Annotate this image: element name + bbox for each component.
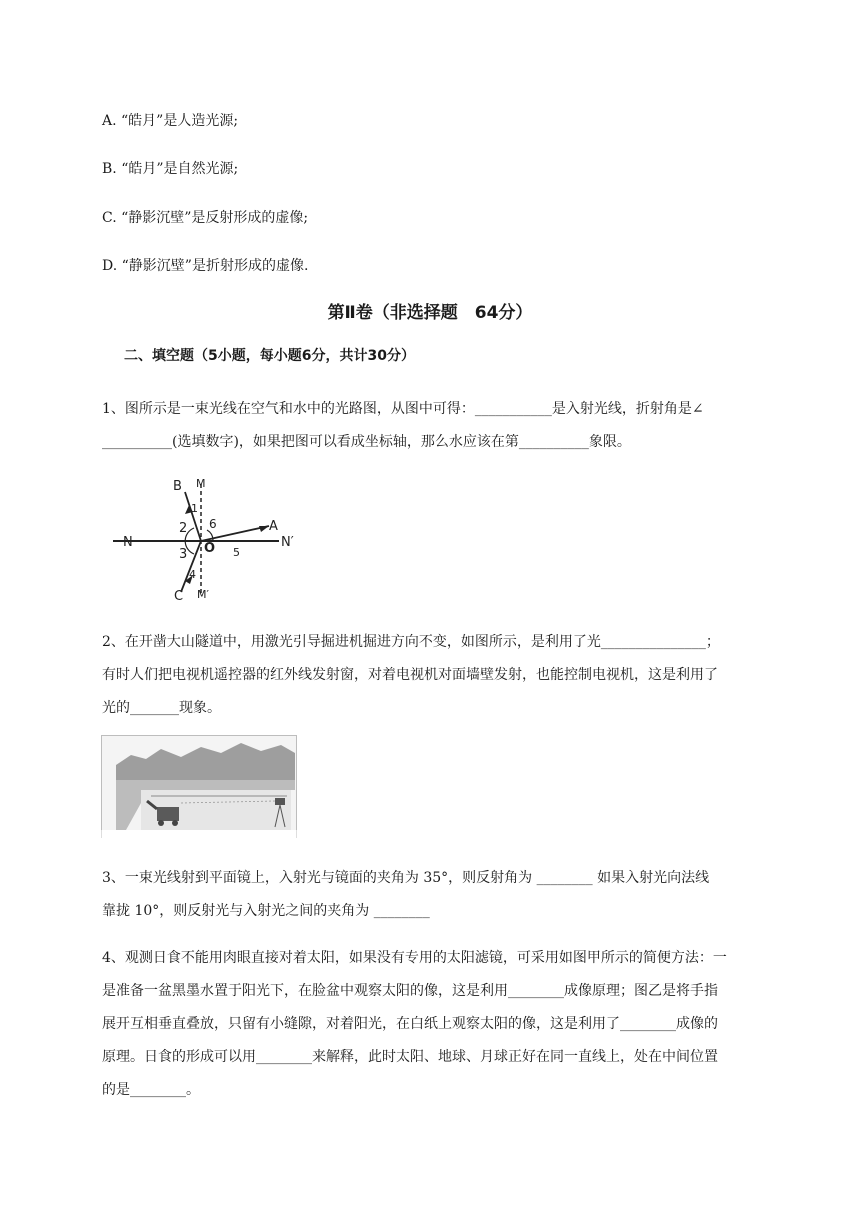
light-path-figure (101, 470, 301, 606)
question-2-line-3: 光的_______现象。 (102, 700, 221, 716)
option-d: D. “静影沉壁”是折射形成的虚像. (102, 258, 309, 274)
question-1-line-2: __________(选填数字)，如果把图可以看成坐标轴，那么水应该在第__________象限。 (102, 434, 631, 450)
label-b: B (173, 479, 182, 494)
label-a: A (269, 519, 278, 534)
label-n-prime: N′ (281, 535, 294, 550)
question-4-line-5: 的是________。 (102, 1082, 200, 1098)
section-title: 第Ⅱ卷（非选择题 64分） (327, 303, 533, 323)
question-2-line-2: 有时人们把电视机遥控器的红外线发射窗，对着电视机对面墙壁发射，也能控制电视机，这是利用了 (102, 667, 718, 683)
label-angle-5: 5 (233, 546, 240, 559)
label-o: O (204, 541, 216, 556)
question-4 (102, 942, 762, 1107)
question-3-line-2: 靠拢 10°，则反射光与入射光之间的夹角为 ________ (102, 903, 430, 919)
label-angle-6: 6 (209, 517, 217, 531)
option-b: B. “皓月”是自然光源; (102, 161, 239, 177)
label-angle-4: 4 (189, 568, 196, 581)
option-a: A. “皓月”是人造光源; (102, 113, 239, 129)
question-2-line-1: 2、在开凿大山隧道中，用激光引导掘进机掘进方向不变，如图所示，是利用了光_______________； (102, 634, 720, 650)
option-c: C. “静影沉壁”是反射形成的虚像; (102, 210, 309, 226)
question-1-line-1: 1、图所示是一束光线在空气和水中的光路图，从图中可得：___________是入射光线，折射角是∠ (102, 401, 704, 417)
label-n: N (123, 535, 133, 550)
question-4-line-2: 是准备一盆黑墨水置于阳光下，在脸盆中观察太阳的像，这是利用________成像原理；图乙是将手指 (102, 983, 718, 999)
question-4-line-4: 原理。日食的形成可以用________来解释，此时太阳、地球、月球正好在同一直线上，处在中间位置 (102, 1049, 718, 1065)
question-4-line-1: 4、观测日食不能用肉眼直接对着太阳，如果没有专用的太阳滤镜，可采用如图甲所示的简便方法：一 (102, 950, 727, 966)
question-3 (102, 862, 762, 928)
question-1 (102, 393, 762, 459)
label-angle-3: 3 (179, 547, 188, 562)
label-m-prime: M′ (197, 588, 209, 601)
label-m: M (196, 477, 206, 490)
section-subtitle: 二、填空题（5小题，每小题6分，共计30分） (124, 348, 415, 364)
question-3-line-1: 3、一束光线射到平面镜上，入射光与镜面的夹角为 35°，则反射角为 ________ 如果入射光向法线 (102, 870, 710, 886)
label-angle-2: 2 (179, 521, 188, 536)
question-4-line-3: 展开互相垂直叠放，只留有小缝隙，对着阳光，在白纸上观察太阳的像，这是利用了________成像的 (102, 1016, 718, 1032)
tunnel-excavation-figure (101, 735, 297, 838)
question-2 (102, 626, 762, 725)
label-angle-1: 1 (191, 502, 198, 515)
label-c: C (174, 589, 184, 604)
